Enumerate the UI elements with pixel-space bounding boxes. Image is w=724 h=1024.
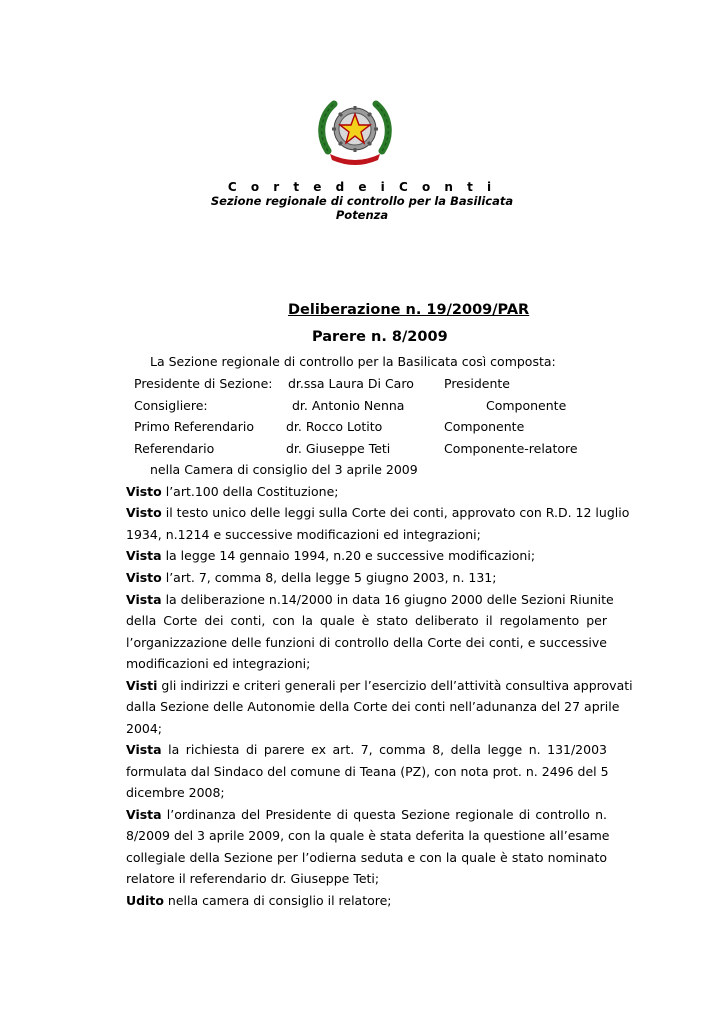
composition-function: Componente (486, 398, 567, 413)
deliberation-number: Deliberazione n. 19/2009/PAR (288, 302, 530, 318)
body-line: Visto il testo unico delle leggi sulla Corte dei conti, approvato con R.D. 12 luglio (126, 505, 630, 520)
body-line: Visti gli indirizzi e criteri generali per l’esercizio dell’attività consultiva approvati (126, 678, 633, 693)
italian-republic-emblem (318, 96, 392, 166)
meeting-line: nella Camera di consiglio del 3 aprile 2009 (150, 462, 418, 477)
composition-member: dr.ssa Laura Di Caro (288, 376, 414, 391)
body-line: Vista la legge 14 gennaio 1994, n.20 e successive modificazioni; (126, 548, 536, 563)
body-line: Vista la richiesta di parere ex art. 7, comma 8, della legge n. 131/2003 (126, 742, 607, 757)
body-line: della Corte dei conti, con la quale è stato deliberato il regolamento per (126, 613, 607, 628)
composition-member: dr. Giuseppe Teti (286, 441, 391, 456)
body-line: l’organizzazione delle funzioni di controllo della Corte dei conti, e successive (126, 635, 607, 650)
body-line: dicembre 2008; (126, 785, 225, 800)
composition-role: Referendario (134, 441, 215, 456)
composition-member: dr. Antonio Nenna (292, 398, 405, 413)
body-line: dalla Sezione delle Autonomie della Corte dei conti nell’adunanza del 27 aprile (126, 699, 620, 714)
body-line: modificazioni ed integrazioni; (126, 656, 311, 671)
body-line: Udito nella camera di consiglio il relatore; (126, 893, 392, 908)
body-line: Visto l’art. 7, comma 8, della legge 5 giugno 2003, n. 131; (126, 570, 497, 585)
body-line: Vista la deliberazione n.14/2000 in data 16 giugno 2000 delle Sezioni Riunite (126, 592, 614, 607)
body-line: Visto l’art.100 della Costituzione; (126, 484, 339, 499)
body-line: 2004; (126, 721, 163, 736)
body-line: collegiale della Sezione per l’odierna seduta e con la quale è stato nominato (126, 850, 607, 865)
composition-function: Presidente (444, 376, 510, 391)
section-name: Sezione regionale di controllo per la Basilicata (210, 194, 514, 208)
court-name: C o r t e d e i C o n t i (227, 180, 497, 194)
composition-function: Componente-relatore (444, 441, 578, 456)
parere-number: Parere n. 8/2009 (312, 329, 448, 345)
composition-function: Componente (444, 419, 525, 434)
composition-intro: La Sezione regionale di controllo per la Basilicata così composta: (150, 354, 556, 369)
composition-role: Presidente di Sezione: (134, 376, 273, 391)
city-name: Potenza (335, 208, 389, 222)
body-line: 8/2009 del 3 aprile 2009, con la quale è stata deferita la questione all’esame (126, 828, 610, 843)
composition-member: dr. Rocco Lotito (286, 419, 383, 434)
body-line: formulata dal Sindaco del comune di Teana (PZ), con nota prot. n. 2496 del 5 (126, 764, 609, 779)
body-line: 1934, n.1214 e successive modificazioni ed integrazioni; (126, 527, 481, 542)
body-line: Vista l’ordinanza del Presidente di questa Sezione regionale di controllo n. (126, 807, 607, 822)
composition-role: Primo Referendario (134, 419, 254, 434)
composition-role: Consigliere: (134, 398, 208, 413)
body-line: relatore il referendario dr. Giuseppe Teti; (126, 871, 380, 886)
